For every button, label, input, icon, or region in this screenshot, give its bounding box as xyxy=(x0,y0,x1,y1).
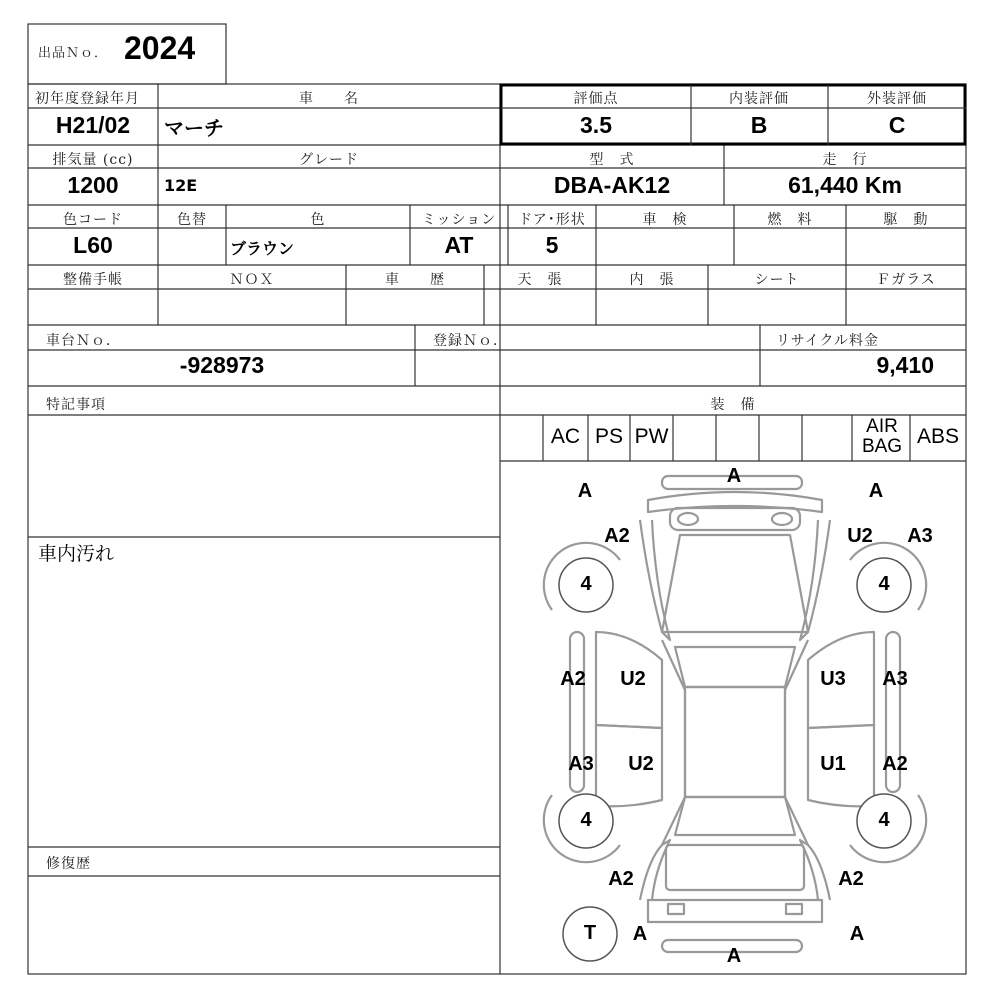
inspection-header: 車 検 xyxy=(642,212,688,228)
first-reg-header: 初年度登録年月 xyxy=(35,91,140,107)
drive-header: 駆 動 xyxy=(883,212,929,228)
grade-value: 12E xyxy=(164,176,198,195)
car-name-header: 車 名 xyxy=(299,91,359,107)
transmission-value: AT xyxy=(444,232,474,258)
displacement-header: 排気量 (cc) xyxy=(52,152,134,168)
mark-tire-fl: 4 xyxy=(580,573,592,595)
notes-text: 車内汚れ xyxy=(38,543,115,565)
history-header: 車 歴 xyxy=(385,272,445,288)
mark-left-front-door-outer: A2 xyxy=(560,668,586,690)
mark-front-left-corner: A xyxy=(577,480,593,502)
equip-ps: PS xyxy=(594,425,623,448)
registration-header: 登録Ｎｏ． xyxy=(433,333,508,349)
maintenance-header: 整備手帳 xyxy=(63,272,123,288)
displacement-value: 1200 xyxy=(67,172,119,198)
exterior-value: C xyxy=(888,112,906,138)
repair-history-header: 修復歴 xyxy=(46,856,91,872)
mark-rear-bumper: A xyxy=(726,945,742,967)
interior-header: 内装評価 xyxy=(729,91,789,107)
repaint-header: 色替 xyxy=(177,212,207,228)
mileage-header: 走 行 xyxy=(822,152,868,168)
mark-right-front-fender: A3 xyxy=(907,525,933,547)
seat-header: シート xyxy=(754,272,800,288)
mark-tire-fr: 4 xyxy=(878,573,890,595)
grade-header: グレード xyxy=(299,152,359,168)
mark-right-front-door-outer: A3 xyxy=(882,668,908,690)
first-reg-value: H21/02 xyxy=(55,112,131,138)
interior-value: B xyxy=(750,112,768,138)
mileage-value: 61,440 Km xyxy=(788,172,902,198)
recycle-header: リサイクル料金 xyxy=(776,333,880,349)
mark-rear-quarter-right: A2 xyxy=(838,868,864,890)
nox-header: ＮＯＸ xyxy=(229,272,275,288)
interior-trim-header: 内 張 xyxy=(629,272,675,288)
doors-value: 5 xyxy=(545,232,559,258)
fuel-header: 燃 料 xyxy=(767,212,813,228)
sunroof-header: 天 張 xyxy=(517,272,563,288)
mark-front-right-corner: A xyxy=(868,480,884,502)
mark-front-bumper: A xyxy=(726,465,742,487)
mark-hood-right: U2 xyxy=(847,525,873,547)
color-code-value: L60 xyxy=(73,232,113,258)
color-header: 色 xyxy=(310,212,326,228)
lot-label: 出品Ｎｏ． xyxy=(38,46,109,61)
equip-airbag: AIR BAG xyxy=(861,416,903,457)
mark-left-front-door: U2 xyxy=(620,668,646,690)
score-value: 3.5 xyxy=(580,112,612,138)
recycle-value: 9,410 xyxy=(876,352,934,378)
mark-spare-tire: T xyxy=(583,922,597,944)
mark-right-rear-door: U1 xyxy=(820,753,846,775)
f-glass-header: Ｆガラス xyxy=(876,272,936,288)
lot-number: 2024 xyxy=(124,30,196,66)
doors-header: ドア･形状 xyxy=(518,212,586,228)
mark-tire-rr: 4 xyxy=(878,809,890,831)
mark-right-front-door: U3 xyxy=(820,668,846,690)
mark-hood-left: A2 xyxy=(604,525,630,547)
equip-ac: AC xyxy=(550,425,581,448)
exterior-header: 外装評価 xyxy=(867,91,927,107)
mark-right-rear-door-outer: A2 xyxy=(882,753,908,775)
mark-rear-quarter-left: A2 xyxy=(608,868,634,890)
color-value: ブラウン xyxy=(230,239,295,258)
mark-tire-rl: 4 xyxy=(580,809,592,831)
car-name-value: マーチ xyxy=(164,116,224,140)
chassis-header: 車台Ｎｏ． xyxy=(46,333,121,349)
equip-pw: PW xyxy=(634,425,669,448)
mark-left-rear-door-outer: A3 xyxy=(568,753,594,775)
equip-abs: ABS xyxy=(916,425,960,448)
score-header: 評価点 xyxy=(573,91,619,107)
chassis-value: -928973 xyxy=(179,352,265,378)
mark-left-rear-door: U2 xyxy=(628,753,654,775)
model-value: DBA-AK12 xyxy=(553,172,671,198)
mark-rear-right: A xyxy=(849,923,865,945)
notes-header: 特記事項 xyxy=(46,397,106,413)
color-code-header: 色コード xyxy=(63,212,123,228)
transmission-header: ミッション xyxy=(421,212,497,228)
mark-rear-left: A xyxy=(632,923,648,945)
model-header: 型 式 xyxy=(589,152,635,168)
equipment-header: 装 備 xyxy=(710,397,756,413)
